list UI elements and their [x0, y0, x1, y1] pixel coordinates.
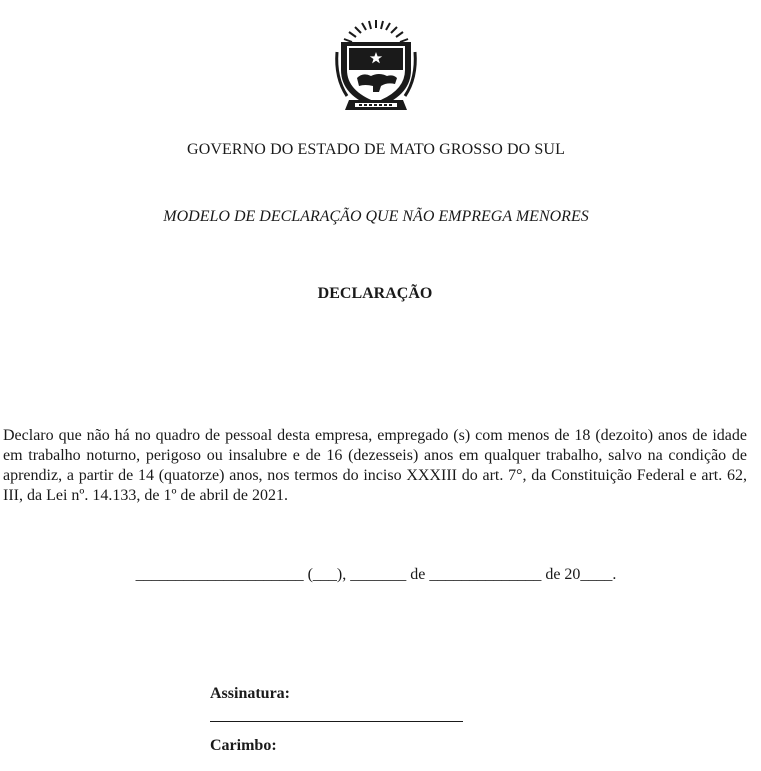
model-title: MODELO DE DECLARAÇÃO QUE NÃO EMPREGA MENORES — [163, 208, 589, 225]
coat-of-arms-icon — [333, 18, 419, 114]
government-heading: GOVERNO DO ESTADO DE MATO GROSSO DO SUL — [187, 141, 565, 158]
stamp-label: Carimbo: — [210, 737, 277, 754]
declaration-body: Declaro que não há no quadro de pessoal desta empresa, empregado (s) com menos de 18 (dezoito) anos de idade em trabalho noturno, perigoso ou insalubre e de 16 (dezesseis) anos em qualquer trabalho, salvo na condição de aprendiz, a partir de 14 (quatorze) anos, nos termos do inciso XXXIII do art. 7°, da Constituição Federal e art. 62, III, da Lei nº. 14.133, de 1º de abril de 2021. — [3, 427, 747, 504]
signature-label: Assinatura: — [210, 685, 291, 702]
place-date-line: _____________________ (___), _______ de ______________ de 20____. — [135, 566, 617, 583]
document-title: DECLARAÇÃO — [317, 285, 433, 302]
signature-line — [210, 721, 463, 722]
